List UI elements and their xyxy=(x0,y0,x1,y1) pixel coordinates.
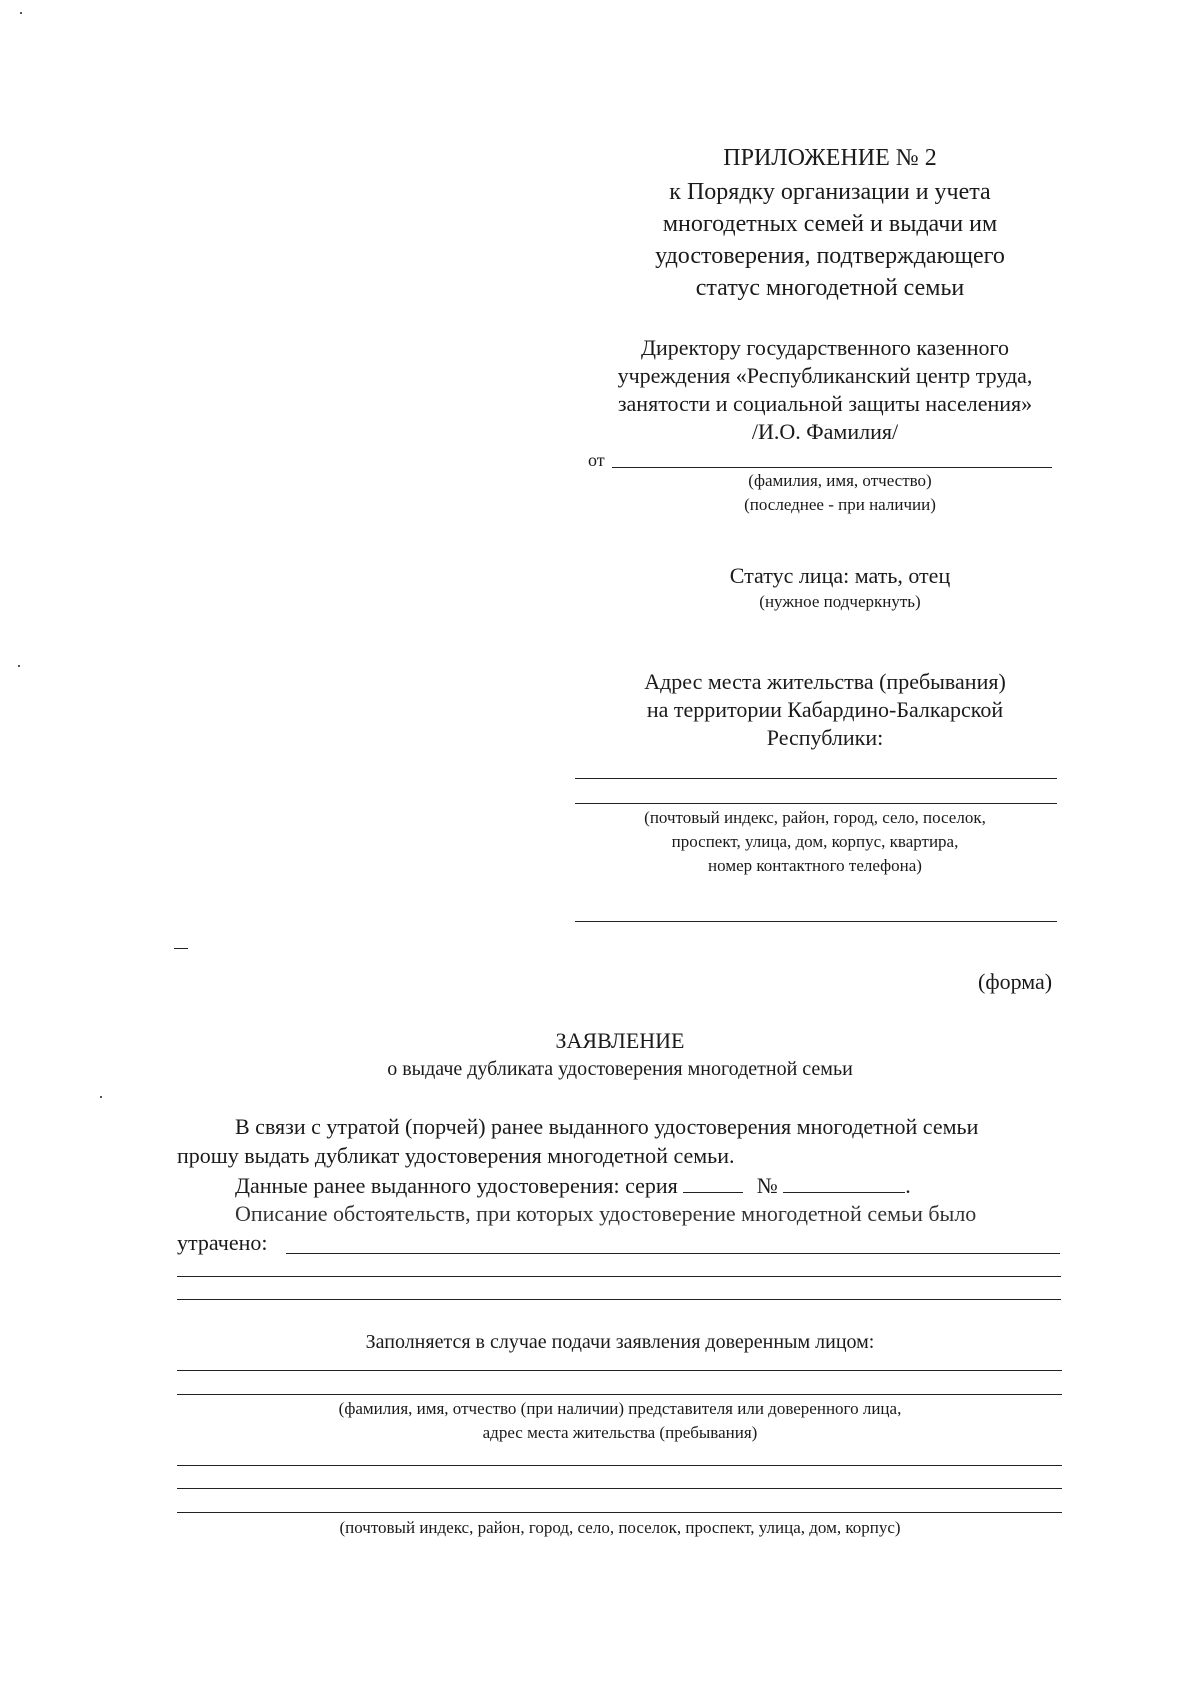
addressee-line: Директору государственного казенного xyxy=(640,335,1010,360)
appendix-line: статус многодетной семьи xyxy=(695,275,965,301)
para1-line2: прошу выдать дубликат удостоверения многодетной семьи. xyxy=(177,1143,735,1168)
proxy-blank-4[interactable] xyxy=(177,1488,1062,1489)
scan-speck xyxy=(20,12,22,14)
name-hint xyxy=(640,469,1040,517)
address-hint-line: проспект, улица, дом, корпус, квартира, xyxy=(671,832,959,851)
series-field[interactable] xyxy=(683,1170,743,1193)
data-prefix: Данные ранее выданного удостоверения: серия xyxy=(235,1173,678,1198)
number-sign: № xyxy=(756,1173,778,1198)
address-blank-1[interactable] xyxy=(575,778,1057,779)
address-blank-2[interactable] xyxy=(575,803,1057,804)
form-label: (форма) xyxy=(978,969,1053,994)
proxy-blank-1[interactable] xyxy=(177,1370,1062,1371)
appendix-line: к Порядку организации и учета xyxy=(669,179,991,205)
certificate-data-row xyxy=(235,1170,911,1200)
scan-dash xyxy=(174,948,188,949)
scan-speck xyxy=(100,1096,102,1098)
proxy-hint-1 xyxy=(220,1397,1020,1445)
appendix-block xyxy=(590,142,1070,304)
name-hint-line: (последнее - при наличии) xyxy=(744,495,936,514)
circ-line2 xyxy=(177,1228,267,1257)
proxy-hint-2: (почтовый индекс, район, город, село, поселок, проспект, улица, дом, корпус) xyxy=(339,1518,901,1537)
address-line: на территории Кабардино-Балкарской xyxy=(646,697,1004,722)
address-blank-3[interactable] xyxy=(575,921,1057,922)
address-line: Адрес места жительства (пребывания) xyxy=(644,669,1006,694)
statement-title: ЗАЯВЛЕНИЕ xyxy=(555,1028,685,1053)
status-block xyxy=(640,562,1040,614)
addressee-line: учреждения «Республиканский центр труда, xyxy=(617,363,1033,388)
from-label: от xyxy=(588,450,605,470)
circ-prefix: утрачено: xyxy=(177,1230,268,1255)
data-end: . xyxy=(905,1173,911,1198)
address-line: Республики: xyxy=(766,725,884,750)
appendix-line: многодетных семей и выдачи им xyxy=(662,211,998,237)
status-label: Статус лица: мать, отец xyxy=(729,563,951,588)
appendix-line: удостоверения, подтверждающего xyxy=(655,243,1005,269)
scan-speck xyxy=(18,665,20,667)
address-hint xyxy=(580,806,1050,878)
proxy-blank-5[interactable] xyxy=(177,1512,1062,1513)
proxy-heading: Заполняется в случае подачи заявления доверенным лицом: xyxy=(365,1331,875,1353)
address-block xyxy=(590,668,1060,752)
proxy-hint-line: (фамилия, имя, отчество (при наличии) представителя или доверенного лица, xyxy=(338,1399,902,1418)
addressee-line: занятости и социальной защиты населения» xyxy=(617,391,1033,416)
circ-blank-2[interactable] xyxy=(177,1276,1061,1277)
from-name-blank[interactable] xyxy=(612,467,1052,468)
circ-blank-3[interactable] xyxy=(177,1299,1061,1300)
circ-line1: Описание обстоятельств, при которых удостоверение многодетной семьи было xyxy=(235,1201,977,1226)
address-hint-line: (почтовый индекс, район, город, село, поселок, xyxy=(644,808,986,827)
circ-blank-1[interactable] xyxy=(286,1253,1060,1254)
proxy-blank-2[interactable] xyxy=(177,1394,1062,1395)
status-hint: (нужное подчеркнуть) xyxy=(759,592,921,611)
name-hint-line: (фамилия, имя, отчество) xyxy=(748,471,932,490)
addressee-block xyxy=(560,334,1090,446)
number-field[interactable] xyxy=(783,1170,905,1193)
para1-line1: В связи с утратой (порчей) ранее выданного удостоверения многодетной семьи xyxy=(235,1114,979,1139)
statement-subtitle: о выдаче дубликата удостоверения многодетной семьи xyxy=(387,1058,853,1080)
appendix-title: ПРИЛОЖЕНИЕ № 2 xyxy=(723,145,937,171)
addressee-line: /И.О. Фамилия/ xyxy=(751,419,899,444)
proxy-hint-line: адрес места жительства (пребывания) xyxy=(482,1423,758,1442)
address-hint-line: номер контактного телефона) xyxy=(708,856,922,875)
proxy-blank-3[interactable] xyxy=(177,1465,1062,1466)
